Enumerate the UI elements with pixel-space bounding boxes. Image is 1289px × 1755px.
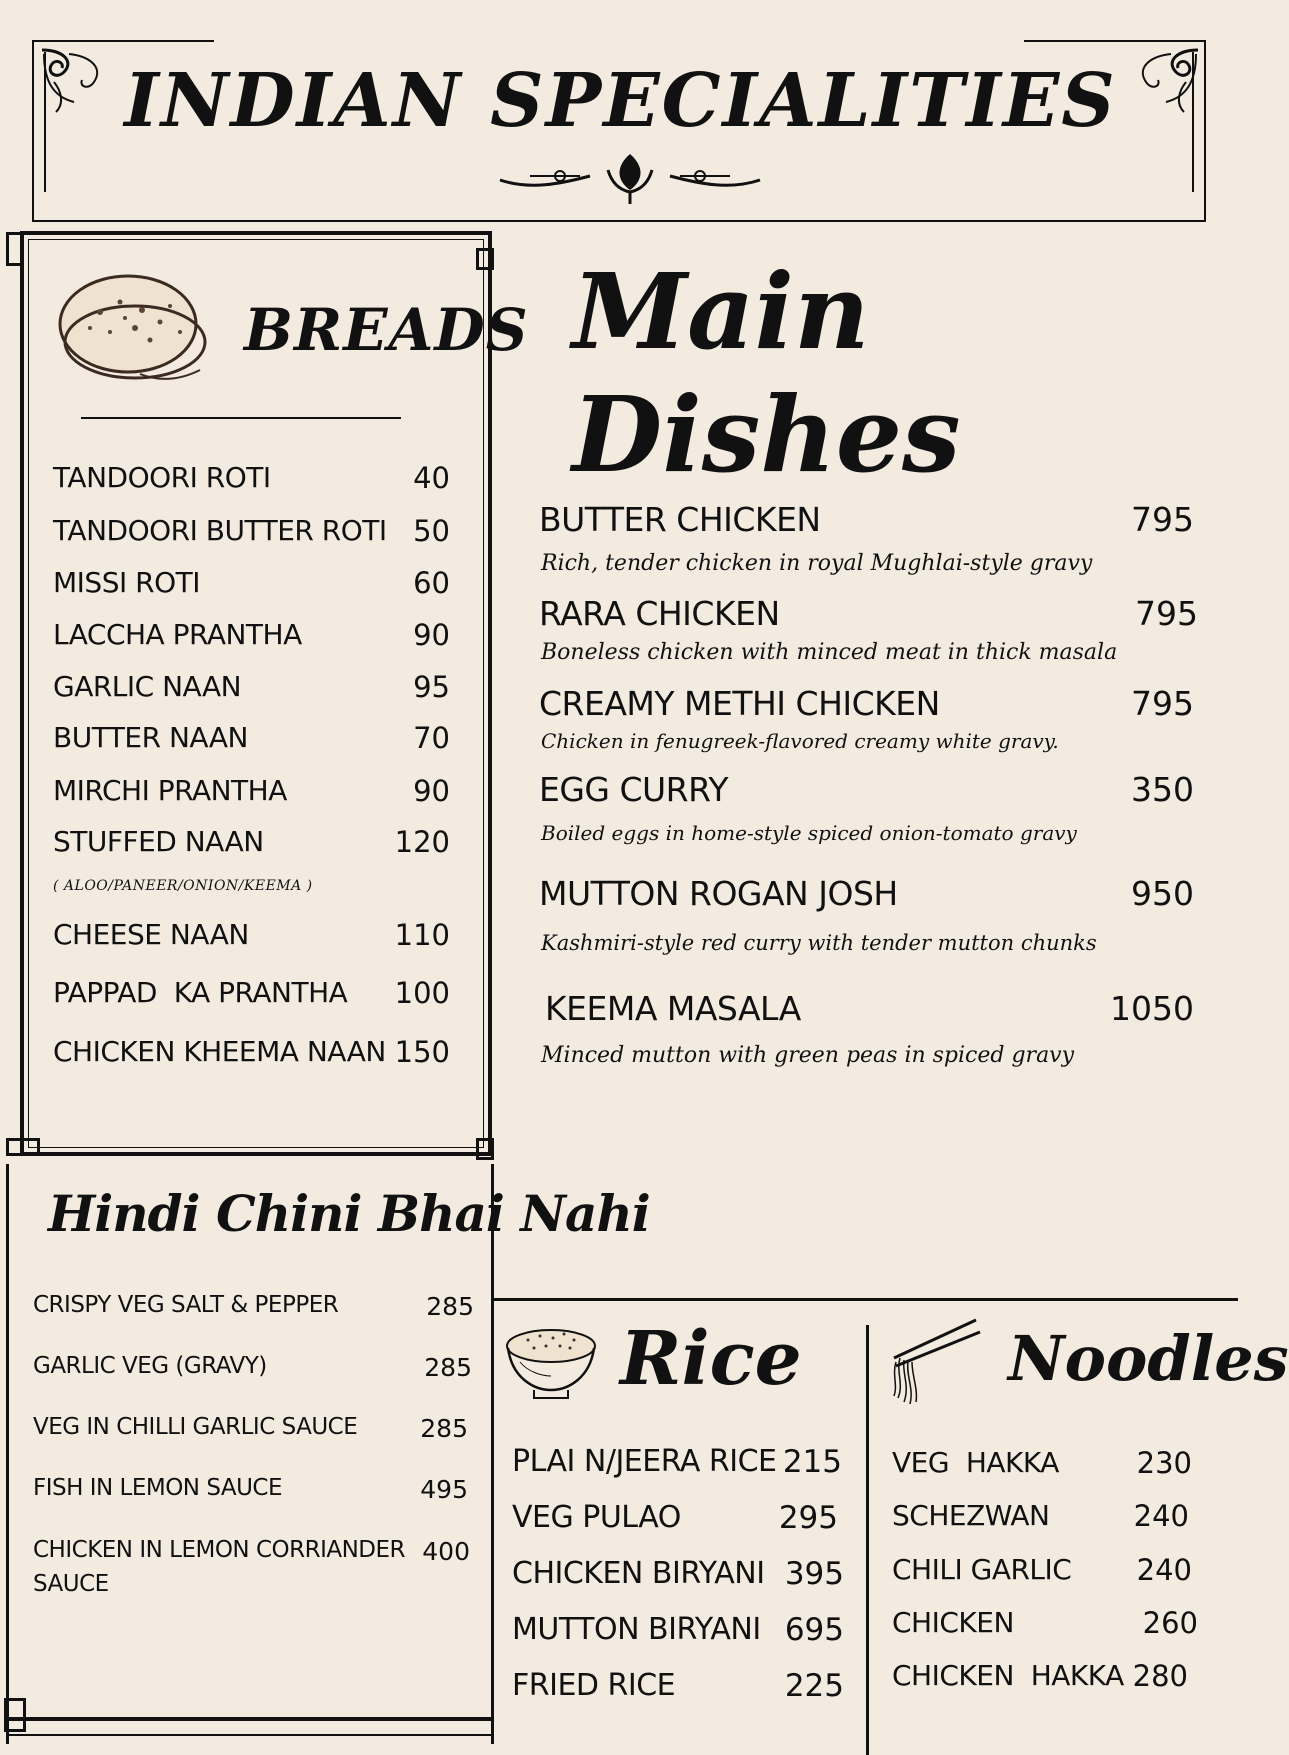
item-name: MIRCHI PRANTHA [53, 774, 287, 807]
item-description: Boneless chicken with minced meat in thick masala [541, 640, 1118, 665]
corner-knot [476, 1138, 494, 1160]
item-name: VEG IN CHILLI GARLIC SAUCE [33, 1414, 358, 1440]
item-description: Kashmiri-style red curry with tender mutton chunks [541, 931, 1097, 955]
rice-noodles-separator [866, 1325, 869, 1755]
item-price: 100 [394, 976, 450, 1010]
item-price: 285 [424, 1353, 472, 1382]
chinese-panel [6, 1164, 494, 1744]
item-name: CHEESE NAAN [53, 918, 249, 951]
item-note: ( ALOO/PANEER/ONION/KEEMA ) [53, 878, 313, 894]
rice-title: Rice [620, 1316, 802, 1402]
item-name: PLAI N/JEERA RICE [512, 1444, 777, 1479]
item-name: VEG PULAO [512, 1500, 681, 1535]
item-name: CHICKEN IN LEMON CORRIANDER [33, 1537, 406, 1563]
item-name: CHICKEN KHEEMA NAAN [53, 1035, 386, 1068]
item-price: 150 [394, 1035, 450, 1069]
item-price: 395 [784, 1556, 844, 1592]
item-price: 260 [1142, 1606, 1198, 1640]
chinese-panel-bottom-inner [6, 1734, 494, 1736]
item-name: CHICKEN HAKKA [892, 1659, 1124, 1692]
rice-noodles-divider [494, 1298, 1238, 1301]
corner-knot [6, 232, 24, 266]
item-price: 90 [413, 618, 450, 652]
item-price: 215 [782, 1444, 842, 1480]
item-name: BUTTER NAAN [53, 721, 248, 754]
item-name: VEG HAKKA [892, 1446, 1059, 1479]
item-name: FISH IN LEMON SAUCE [33, 1475, 283, 1501]
item-name: MISSI ROTI [53, 566, 200, 599]
item-price: 40 [413, 461, 450, 495]
item-name: LACCHA PRANTHA [53, 618, 302, 651]
noodles-title: Noodles [1008, 1322, 1289, 1395]
item-name: CREAMY METHI CHICKEN [539, 684, 940, 723]
item-name: BUTTER CHICKEN [539, 500, 821, 539]
rice-bowl-icon [498, 1316, 604, 1402]
item-price: 280 [1132, 1659, 1188, 1693]
item-description: Chicken in fenugreek-flavored creamy white gravy. [541, 729, 1059, 753]
naan-bread-icon [50, 262, 210, 392]
item-name: TANDOORI ROTI [53, 461, 271, 494]
item-name: EGG CURRY [539, 770, 729, 809]
breads-divider [81, 417, 401, 419]
page-title: INDIAN SPECIALITIES [124, 58, 1117, 144]
corner-knot [6, 1138, 40, 1156]
item-price: 120 [394, 825, 450, 859]
item-price: 950 [1131, 874, 1194, 913]
item-price: 230 [1136, 1446, 1192, 1480]
item-name: KEEMA MASALA [545, 989, 801, 1028]
item-name: CHICKEN BIRYANI [512, 1556, 765, 1591]
corner-knot [4, 1698, 26, 1732]
item-name: GARLIC VEG (GRAVY) [33, 1353, 267, 1379]
item-name: GARLIC NAAN [53, 670, 242, 703]
corner-knot [476, 248, 494, 270]
item-price: 70 [413, 721, 450, 755]
item-name: CRISPY VEG SALT & PEPPER [33, 1292, 339, 1318]
item-description: Rich, tender chicken in royal Mughlai-style gravy [541, 551, 1093, 576]
item-price: 495 [420, 1475, 468, 1504]
item-name: FRIED RICE [512, 1668, 676, 1703]
chinese-panel-bottom [6, 1717, 494, 1721]
item-price: 90 [413, 774, 450, 808]
item-price: 60 [413, 566, 450, 600]
noodles-chopsticks-icon [884, 1312, 984, 1412]
breads-title: BREADS [244, 296, 529, 364]
item-price: 795 [1135, 594, 1198, 633]
item-name: MUTTON BIRYANI [512, 1612, 761, 1647]
item-name: SCHEZWAN [892, 1499, 1050, 1532]
item-price: 110 [394, 918, 450, 952]
item-price: 1050 [1110, 989, 1194, 1028]
item-price: 240 [1133, 1499, 1189, 1533]
item-name: RARA CHICKEN [539, 594, 780, 633]
item-price: 400 [422, 1537, 470, 1566]
item-price: 50 [413, 514, 450, 548]
item-name-continued: SAUCE [33, 1571, 109, 1597]
item-name: MUTTON ROGAN JOSH [539, 874, 898, 913]
item-price: 350 [1131, 770, 1194, 809]
item-name: TANDOORI BUTTER ROTI [53, 514, 387, 547]
item-price: 285 [426, 1292, 474, 1321]
chinese-title: Hindi Chini Bhai Nahi [48, 1184, 650, 1243]
item-name: CHILI GARLIC [892, 1553, 1072, 1586]
item-price: 795 [1131, 684, 1194, 723]
item-name: CHICKEN [892, 1606, 1014, 1639]
item-price: 225 [784, 1668, 844, 1704]
item-price: 240 [1136, 1553, 1192, 1587]
item-price: 285 [420, 1414, 468, 1443]
item-description: Minced mutton with green peas in spiced gravy [541, 1043, 1075, 1068]
item-name: STUFFED NAAN [53, 825, 264, 858]
item-description: Boiled eggs in home-style spiced onion-tomato gravy [541, 821, 1077, 845]
item-name: PAPPAD KA PRANTHA [53, 976, 348, 1009]
item-price: 295 [778, 1500, 838, 1536]
lotus-flourish-icon [490, 150, 770, 206]
main-dishes-title: Main Dishes [572, 250, 961, 496]
item-price: 795 [1131, 500, 1194, 539]
item-price: 695 [784, 1612, 844, 1648]
item-price: 95 [413, 670, 450, 704]
